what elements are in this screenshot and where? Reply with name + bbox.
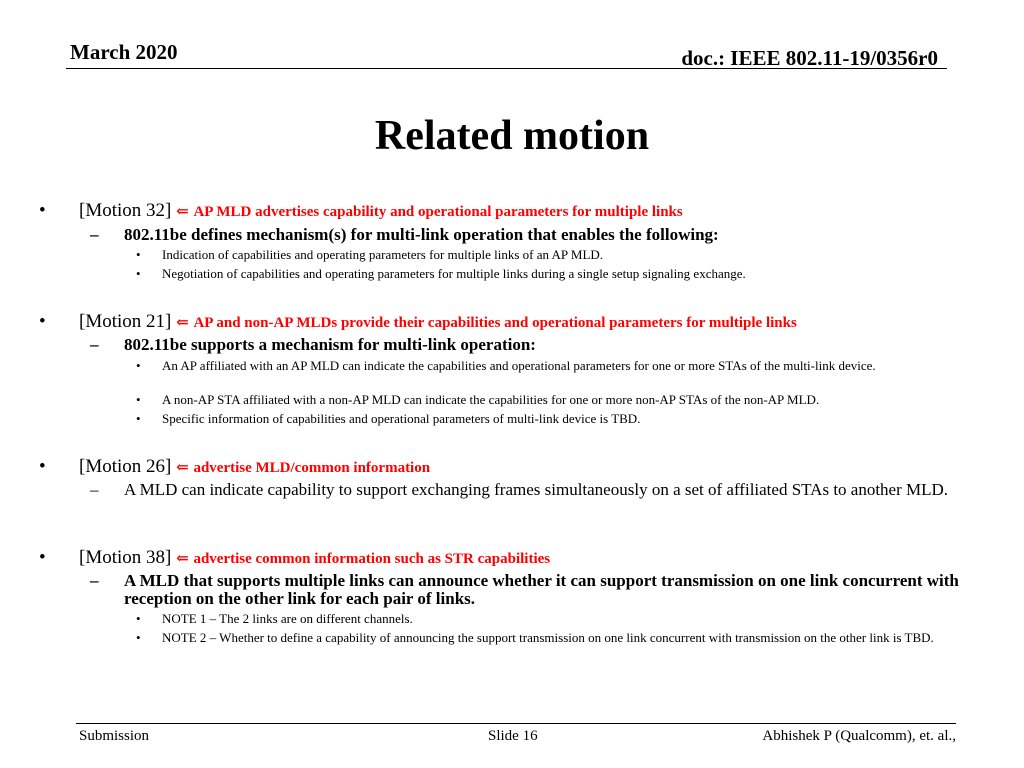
motion-21-item-3-text: Specific information of capabilities and operational parameters of multi-link device is TBD.	[162, 411, 641, 426]
header-date: March 2020	[70, 40, 178, 64]
motion-21-sub-text: 802.11be supports a mechanism for multi-link operation:	[124, 335, 536, 354]
motion-21-label: [Motion 21]	[79, 311, 172, 332]
motion-32-item-1	[136, 247, 982, 262]
bullet-marker: •	[136, 392, 141, 407]
motion-21-item-3	[136, 411, 982, 426]
bullet-marker: •	[39, 200, 46, 221]
motion-21-sub	[90, 335, 984, 354]
left-arrow-icon: ⇐	[176, 551, 189, 567]
bullet-marker: •	[136, 630, 141, 645]
left-arrow-icon: ⇐	[176, 460, 189, 476]
dash-marker: –	[90, 571, 99, 590]
header-doc-id: doc.: IEEE 802.11-19/0356r0	[681, 46, 938, 70]
motion-38-sub-text: A MLD that supports multiple links can announce whether it can support transmission on one link concurrent with reception on the other link for each pair of links.	[124, 571, 959, 608]
motion-32-description: AP MLD advertises capability and operational parameters for multiple links	[193, 204, 683, 220]
bullet-marker: •	[136, 411, 141, 426]
motion-38-label: [Motion 38]	[79, 547, 172, 568]
motion-32-item-2	[136, 266, 982, 281]
motion-21-item-2	[136, 392, 982, 407]
motion-38-item-2-text: NOTE 2 – Whether to define a capability of announcing the support transmission on one link concurrent with transmission on the other link is TBD.	[162, 630, 934, 645]
motion-21-item-1	[136, 358, 982, 373]
motion-21-description: AP and non-AP MLDs provide their capabilities and operational parameters for multiple links	[193, 315, 797, 331]
motion-38-item-1	[136, 611, 982, 626]
bullet-marker: •	[136, 266, 141, 281]
motion-38-bullet	[39, 547, 979, 570]
motion-32-bullet	[39, 200, 979, 223]
motion-32-label: [Motion 32]	[79, 200, 172, 221]
bullet-marker: •	[39, 311, 46, 332]
motion-21-item-1-text: An AP affiliated with an AP MLD can indicate the capabilities and operational parameters for one or more STAs of the multi-link device.	[162, 358, 876, 373]
bullet-marker: •	[136, 247, 141, 262]
bullet-marker: •	[39, 456, 46, 477]
footer-divider	[76, 723, 956, 724]
footer-submission: Submission	[79, 728, 150, 744]
dash-marker: –	[90, 225, 99, 244]
motion-32-item-1-text: Indication of capabilities and operating parameters for multiple links of an AP MLD.	[162, 247, 604, 262]
motion-26-sub-text: A MLD can indicate capability to support exchanging frames simultaneously on a set of affiliated STAs to another MLD.	[124, 480, 949, 499]
bullet-marker: •	[39, 547, 46, 568]
bullet-marker: •	[136, 611, 141, 626]
footer-author: Abhishek P (Qualcomm), et. al.,	[762, 728, 956, 744]
motion-21-item-2-text: A non-AP STA affiliated with a non-AP MLD can indicate the capabilities for one or more non-AP STAs of the non-AP MLD.	[162, 392, 820, 407]
motion-38-sub	[90, 571, 984, 608]
motion-21-bullet	[39, 311, 979, 334]
motion-32-sub	[90, 225, 984, 244]
motion-38-item-1-text: NOTE 1 – The 2 links are on different channels.	[162, 611, 413, 626]
motion-26-description: advertise MLD/common information	[193, 460, 431, 476]
left-arrow-icon: ⇐	[176, 204, 189, 220]
motion-26-sub	[90, 480, 984, 499]
motion-26-label: [Motion 26]	[79, 456, 172, 477]
motion-38-description: advertise common information such as STR capabilities	[193, 551, 551, 567]
motion-38-item-2	[136, 630, 982, 645]
footer-slide-number: Slide 16	[488, 728, 538, 744]
motion-32-sub-text: 802.11be defines mechanism(s) for multi-link operation that enables the following:	[124, 225, 719, 244]
dash-marker: –	[90, 480, 99, 499]
slide-title: Related motion	[374, 113, 650, 159]
bullet-marker: •	[136, 358, 141, 373]
motion-26-bullet	[39, 456, 979, 479]
left-arrow-icon: ⇐	[176, 315, 189, 331]
dash-marker: –	[90, 335, 99, 354]
header-divider	[66, 68, 947, 69]
motion-32-item-2-text: Negotiation of capabilities and operating parameters for multiple links during a single setup signaling exchange.	[162, 266, 746, 281]
